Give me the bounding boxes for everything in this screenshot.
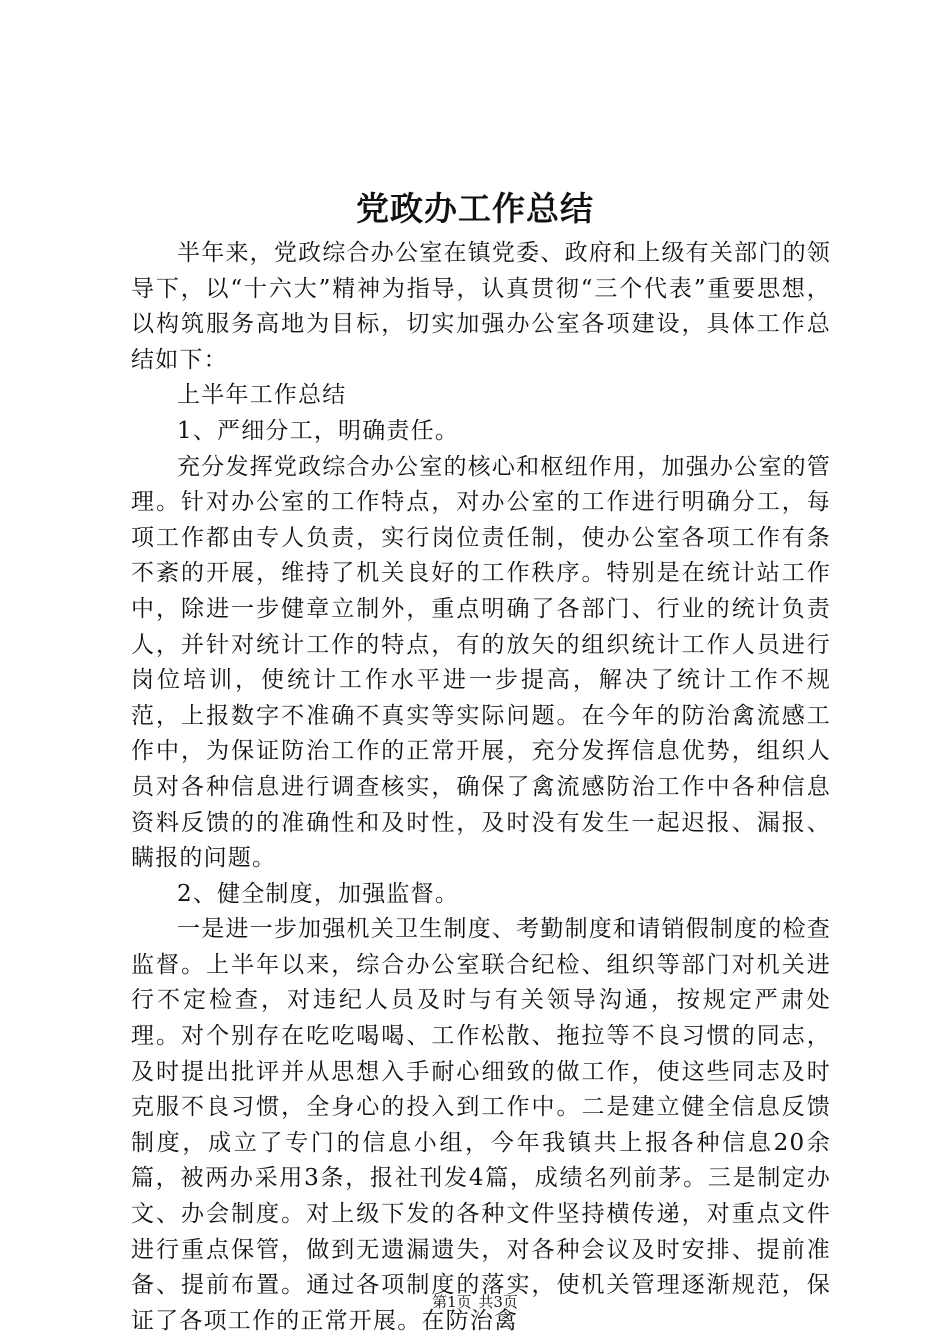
paragraph-intro: 半年来，党政综合办公室在镇党委、政府和上级有关部门的领导下，以“十六大”精神为指导，认真贯彻“三个代表”重要思想，以构筑服务高地为目标，切实加强办公室各项建设，具体工作总结如下： (131, 240, 831, 373)
page-footer (0, 1291, 950, 1313)
page-total: 共3页 (478, 1293, 518, 1311)
document-body (131, 236, 831, 1339)
item-heading-2: 2、健全制度，加强监督。 (177, 880, 460, 907)
paragraph-2: 一是进一步加强机关卫生制度、考勤制度和请销假制度的检查监督。上半年以来，综合办公室联合纪检、组织等部门对机关进行不定检查，对违纪人员及时与有关领导沟通，按规定严肃处理。对个别存在吃吃喝喝、工作松散、拖拉等不良习惯的同志，及时提出批评并从思想入手耐心细致的做工作，使这些同志及时克服不良习惯，全身心的投入到工作中。二是建立健全信息反馈制度，成立了专门的信息小组，今年我镇共上报各种信息20余篇，被两办采用3条，报社刊发4篇，成绩名列前茅。三是制定办文、办会制度。对上级下发的各种文件坚持横传递，对重点文件进行重点保管，做到无遗漏遗失，对各种会议及时安排、提前准备、提前布置。通过各项制度的落实，使机关管理逐渐规范，保证了各项工作的正常开展。在防治禽 (131, 916, 831, 1334)
item-heading-1: 1、严细分工，明确责任。 (177, 417, 460, 444)
paragraph-1: 充分发挥党政综合办公室的核心和枢纽作用，加强办公室的管理。针对办公室的工作特点，对办公室的工作进行明确分工，每项工作都由专人负责，实行岗位责任制，使办公室各项工作有条不紊的开展，维持了机关良好的工作秩序。特别是在统计站工作中，除进一步健章立制外，重点明确了各部门、行业的统计负责人，并针对统计工作的特点，有的放矢的组织统计工作人员进行岗位培训，使统计工作水平进一步提高，解决了统计工作不规范，上报数字不准确不真实等实际问题。在今年的防治禽流感工作中，为保证防治工作的正常开展，充分发挥信息优势，组织人员对各种信息进行调查核实，确保了禽流感防治工作中各种信息资料反馈的的准确性和及时性，及时没有发生一起迟报、漏报、瞒报的问题。 (131, 453, 831, 872)
document-title: 党政办工作总结 (356, 189, 594, 228)
section-heading: 上半年工作总结 (177, 382, 347, 409)
page-number: 第1页 (432, 1293, 472, 1311)
